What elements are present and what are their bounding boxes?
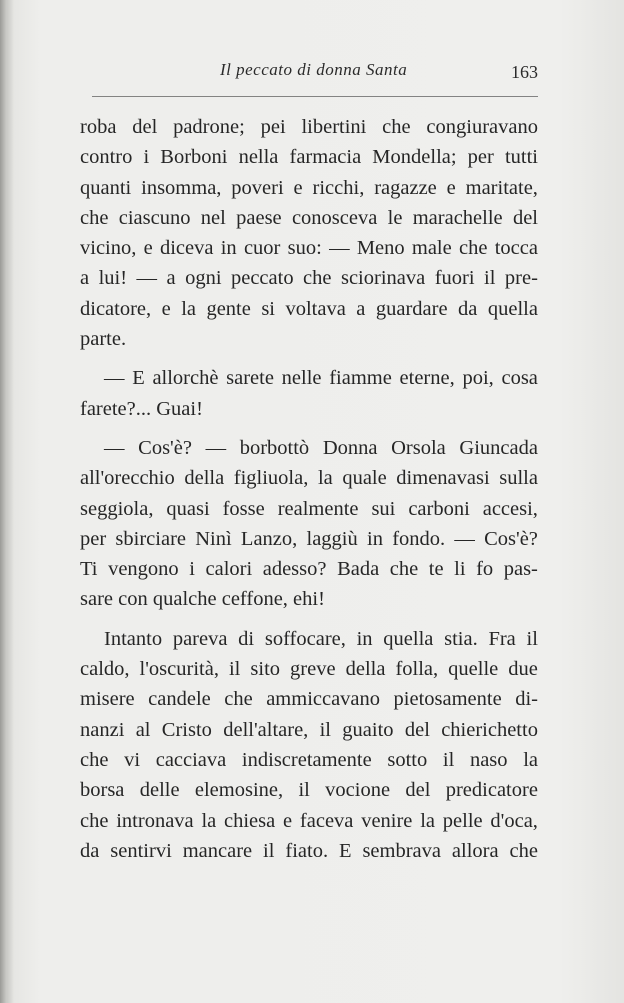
word: sito [250, 658, 281, 681]
text-line [80, 112, 538, 142]
word: ogni [185, 267, 222, 290]
word: delle [139, 779, 180, 802]
word: quale [342, 467, 387, 490]
text-line [80, 263, 538, 293]
word: dell'altare, [223, 718, 309, 741]
word: — [329, 237, 350, 260]
word: del [132, 116, 158, 138]
text-line [80, 394, 538, 424]
word: Cos'è? [138, 436, 192, 459]
word: maritate, [465, 176, 538, 199]
word: a [166, 267, 176, 290]
body-text [80, 112, 538, 866]
word: e [446, 176, 456, 199]
text-line [80, 294, 538, 324]
line-text [80, 142, 538, 172]
word: calori [205, 558, 253, 581]
line-text: farete?... Guai! [80, 397, 203, 420]
word: nelle [281, 367, 322, 390]
line-text [80, 654, 538, 684]
line-text [80, 684, 538, 714]
header-rule [92, 96, 538, 97]
word: e [293, 176, 303, 199]
word: il [298, 779, 310, 802]
word: da [80, 839, 100, 862]
text-line [80, 684, 538, 714]
word: Mondella; [372, 146, 457, 169]
word: indiscretamente [241, 748, 372, 771]
word: poi, [462, 367, 494, 390]
word: nel [200, 206, 226, 229]
word: fondo. [392, 527, 446, 550]
text-line [80, 745, 538, 775]
text-line [80, 654, 538, 684]
word: ammiccavano [266, 688, 381, 711]
word: padrone; [173, 116, 245, 138]
word: Lanzo, [240, 527, 298, 550]
word: dimenavasi [396, 467, 490, 490]
word: il [263, 839, 275, 862]
page-header [90, 56, 538, 86]
word: vi [124, 748, 141, 771]
word: intronava [116, 809, 194, 832]
text-line [80, 524, 538, 554]
word: eterne, [399, 367, 455, 390]
word: la [201, 809, 217, 832]
running-title: Il peccato di donna Santa [220, 60, 408, 79]
word: candele [148, 688, 211, 711]
word: il [484, 267, 496, 290]
word: dicatore, [80, 297, 152, 320]
word: quanti [80, 176, 132, 199]
word: il [228, 658, 241, 681]
word: che [382, 116, 411, 138]
word: Fra [488, 627, 516, 650]
line-text [80, 263, 538, 293]
word: venire [361, 809, 413, 832]
word: quella [383, 627, 434, 650]
word: nella [238, 146, 279, 169]
word: per [467, 146, 494, 169]
word: in [367, 527, 383, 550]
word: suo: [287, 237, 322, 260]
word: fiamme [329, 367, 392, 390]
line-text [104, 624, 538, 654]
word: lui! [98, 267, 128, 290]
word: vengono [108, 558, 179, 581]
line-text [80, 112, 538, 142]
word: gente [206, 297, 251, 320]
word: il [319, 718, 331, 741]
word: che [80, 809, 109, 832]
word: a [356, 297, 366, 320]
line-text [80, 173, 538, 203]
word: Donna [322, 436, 378, 459]
word: predicatore [445, 779, 538, 802]
word: quelle [448, 658, 499, 681]
word: seggiola, [80, 497, 154, 520]
word: in [220, 237, 237, 260]
word: sentirvi [110, 839, 172, 862]
line-text [80, 775, 538, 805]
word: fo [476, 558, 494, 581]
word: che [80, 206, 109, 229]
word: il [442, 748, 455, 771]
word: te [428, 558, 444, 581]
word: chiesa [224, 809, 276, 832]
word: e [143, 237, 153, 260]
word: faceva [299, 809, 354, 832]
text-line [80, 173, 538, 203]
word: Ninì [195, 527, 232, 550]
word: insomma, [141, 176, 222, 199]
word: quella [487, 297, 538, 320]
word: voltava [285, 297, 346, 320]
word: libertini [301, 116, 367, 138]
word: Bada [337, 558, 380, 581]
word: pei [260, 116, 286, 138]
word: vicino, [80, 237, 137, 260]
word: male [411, 237, 452, 260]
word: da [458, 297, 478, 320]
word: chierichetto [441, 718, 538, 741]
word: nanzi [80, 718, 125, 741]
word: della [184, 467, 225, 490]
line-text [80, 294, 538, 324]
word: la [181, 297, 196, 320]
word: realmente [277, 497, 359, 520]
word: sbirciare [115, 527, 186, 550]
line-text [80, 715, 538, 745]
text-line [80, 554, 538, 584]
word: cuor [243, 237, 281, 260]
word: ricchi, [312, 176, 365, 199]
word: ragazze [374, 176, 437, 199]
text-line [80, 584, 538, 614]
word: — [136, 267, 158, 290]
text-line [80, 142, 538, 172]
word: cosa [501, 367, 538, 390]
word: e [161, 297, 171, 320]
word: tutti [504, 146, 538, 169]
word: sulla [499, 467, 538, 490]
word: in [356, 627, 373, 650]
word: laggiù [306, 527, 358, 550]
word: E [339, 839, 352, 862]
word: sembrava [362, 839, 441, 862]
line-text: sare con qualche ceffone, ehi! [80, 588, 325, 611]
word: allora [451, 839, 499, 862]
word: le [387, 206, 403, 229]
word: fuori [434, 267, 475, 290]
word: contro [80, 146, 133, 169]
text-line [80, 836, 538, 866]
word: sui [371, 497, 396, 520]
word: del [512, 206, 538, 229]
text-line [80, 463, 538, 493]
book-spine-shadow [0, 0, 14, 1003]
word: due [508, 658, 538, 681]
word: naso [469, 748, 508, 771]
line-text [104, 363, 538, 393]
text-line [80, 806, 538, 836]
text-line [80, 324, 538, 354]
word: Intanto [104, 627, 163, 650]
text-line [80, 233, 538, 263]
line-text [80, 463, 538, 493]
word: soffocare, [264, 627, 346, 650]
text-line [80, 363, 538, 393]
word: conosceva [291, 206, 378, 229]
word: di- [515, 688, 538, 711]
word: diceva [159, 237, 214, 260]
line-text [80, 806, 538, 836]
word: marachelle [412, 206, 503, 229]
word: Borboni [160, 146, 228, 169]
word: — [104, 436, 125, 459]
word: per [80, 527, 107, 550]
word: E [132, 367, 145, 390]
word: pelle [442, 809, 483, 832]
word: d'oca, [490, 809, 538, 832]
word: — [454, 527, 475, 550]
word: la [523, 748, 538, 771]
word: accesi, [482, 497, 538, 520]
word: fosse [222, 497, 265, 520]
word: guaito [342, 718, 394, 741]
word: borbottò [239, 436, 310, 459]
word: greve [290, 658, 336, 681]
word: congiuravano [426, 116, 538, 138]
word: Cos'è? [484, 527, 538, 550]
word: del [405, 779, 431, 802]
line-text [80, 554, 538, 584]
word: figliuola, [233, 467, 309, 490]
line-text [80, 745, 538, 775]
word: il [526, 627, 538, 650]
word: al [135, 718, 151, 741]
word: folla, [395, 658, 439, 681]
word: caldo, [80, 658, 130, 681]
word: fiato. [285, 839, 329, 862]
word: si [261, 297, 276, 320]
word: ciascuno [118, 206, 191, 229]
word: roba [80, 116, 117, 138]
word: stia. [444, 627, 478, 650]
line-text: parte. [80, 328, 127, 351]
word: paese [236, 206, 282, 229]
word: Cristo [161, 718, 212, 741]
text-line [80, 775, 538, 805]
word: di [238, 627, 255, 650]
word: mancare [182, 839, 253, 862]
word: poveri [231, 176, 284, 199]
word: che [80, 748, 109, 771]
word: sciorinava [340, 267, 426, 290]
word: pietosamente [393, 688, 502, 711]
word: misere [80, 688, 135, 711]
word: Ti [80, 558, 98, 581]
word: i [143, 146, 150, 169]
word: guardare [375, 297, 448, 320]
word: del [404, 718, 430, 741]
word: vocione [325, 779, 391, 802]
page-number: 163 [511, 62, 538, 82]
word: borsa [80, 779, 125, 802]
word: della [345, 658, 386, 681]
word: peccato [230, 267, 294, 290]
line-text [80, 494, 538, 524]
text-line [80, 624, 538, 654]
word: pareva [172, 627, 228, 650]
word: che [458, 237, 488, 260]
word: all'orecchio [80, 467, 175, 490]
word: quasi [166, 497, 210, 520]
word: Orsola [391, 436, 446, 459]
word: pas- [503, 558, 538, 581]
word: adesso? [262, 558, 327, 581]
text-line [80, 494, 538, 524]
line-text [104, 433, 538, 463]
line-text [80, 233, 538, 263]
word: allorchè [152, 367, 219, 390]
word: che [389, 558, 419, 581]
word: farmacia [289, 146, 362, 169]
word: a [80, 267, 90, 290]
word: li [454, 558, 466, 581]
word: pre- [504, 267, 538, 290]
word: la [317, 467, 333, 490]
word: elemosine, [194, 779, 284, 802]
word: — [104, 367, 125, 390]
word: cacciava [155, 748, 227, 771]
word: tocca [494, 237, 538, 260]
word: sotto [387, 748, 428, 771]
word: l'oscurità, [139, 658, 219, 681]
word: che [224, 688, 253, 711]
word: che [303, 267, 332, 290]
word: — [205, 436, 227, 459]
word: Giuncada [459, 436, 538, 459]
text-line [80, 433, 538, 463]
word: sarete [226, 367, 274, 390]
word: che [509, 839, 538, 862]
text-line [80, 715, 538, 745]
word: i [189, 558, 195, 581]
text-line [80, 203, 538, 233]
word: carboni [408, 497, 470, 520]
word: e [283, 809, 293, 832]
line-text [80, 203, 538, 233]
line-text [80, 524, 538, 554]
line-text [80, 836, 538, 866]
word: Meno [356, 237, 405, 260]
word: la [420, 809, 435, 832]
